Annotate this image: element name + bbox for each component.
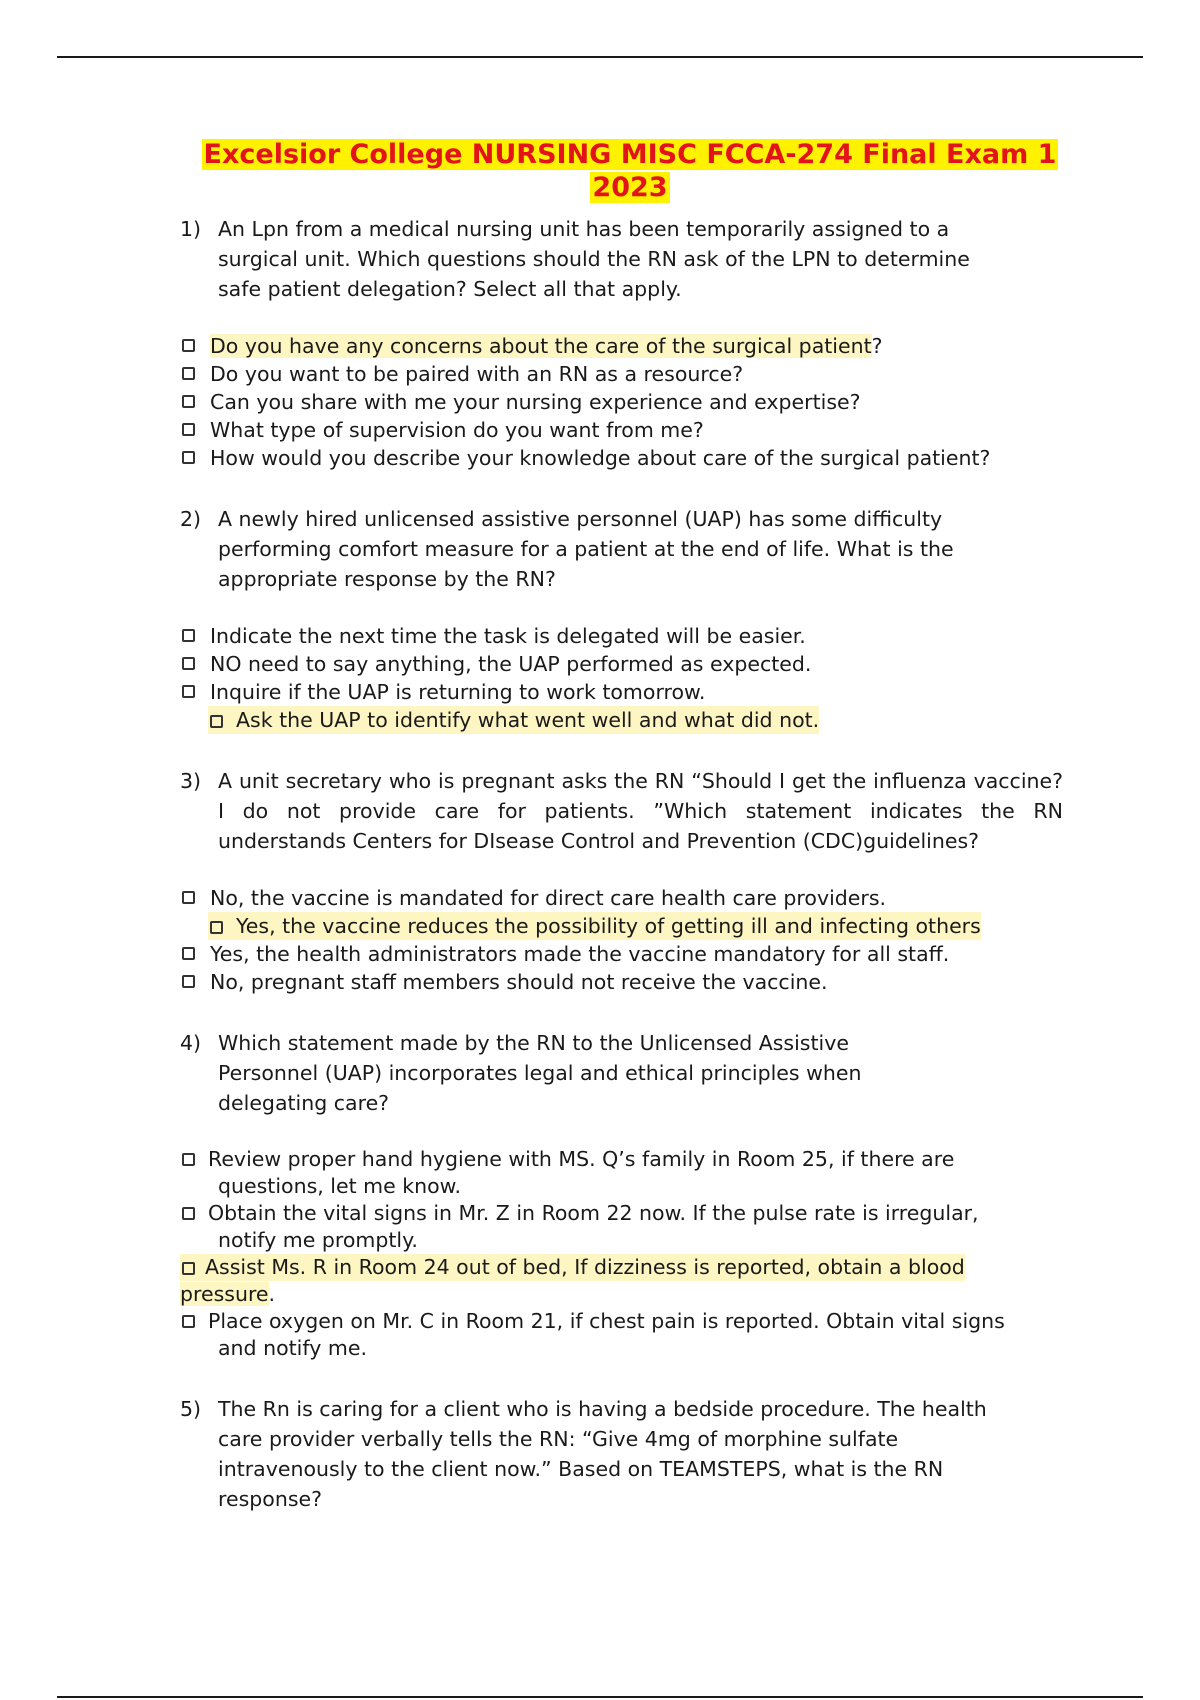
question-number: 5) [180, 1397, 202, 1421]
page-title [180, 138, 1080, 204]
checkbox-icon[interactable] [182, 367, 195, 380]
option-text-line-2: notify me promptly. [218, 1228, 418, 1252]
option-text-line-1: Assist Ms. R in Room 24 out of bed, If dizziness is reported, obtain a blood [205, 1255, 965, 1279]
option-suffix: . [268, 1282, 276, 1306]
option-text: Ask the UAP to identify what went well and what did not. [236, 708, 820, 732]
option-2b[interactable] [180, 650, 1080, 678]
option-text-line-1: Place oxygen on Mr. C in Room 21, if chest pain is reported. Obtain vital signs [208, 1309, 1005, 1333]
question-1-options [180, 332, 1080, 472]
option-suffix: ? [871, 334, 883, 358]
option-4a[interactable] [180, 1146, 1080, 1200]
question-2 [180, 504, 1080, 594]
option-4d[interactable] [180, 1308, 1080, 1362]
option-text: Can you share with me your nursing experience and expertise? [210, 390, 861, 414]
option-text-line-2: and notify me. [218, 1336, 367, 1360]
checkbox-icon[interactable] [182, 1153, 195, 1166]
document-body [180, 138, 1080, 1542]
option-text: What type of supervision do you want from me? [210, 418, 704, 442]
option-text: Indicate the next time the task is delegated will be easier. [210, 624, 806, 648]
title-line-1: Excelsior College NURSING MISC FCCA-274 Final Exam 1 [203, 139, 1057, 170]
option-1e[interactable] [180, 444, 1080, 472]
option-2d[interactable] [178, 706, 1080, 734]
question-text [218, 1028, 1080, 1118]
question-text-line: delegating care? [218, 1091, 390, 1115]
checkbox-icon[interactable] [182, 657, 195, 670]
option-2a[interactable] [180, 622, 1080, 650]
option-4c[interactable] [180, 1254, 1080, 1308]
checkbox-icon[interactable] [182, 395, 195, 408]
checkbox-icon[interactable] [210, 715, 223, 728]
checkbox-icon[interactable] [182, 1207, 195, 1220]
question-3 [180, 766, 1080, 856]
question-4 [180, 1028, 1080, 1118]
checkbox-icon[interactable] [182, 947, 195, 960]
option-3b[interactable] [178, 912, 1080, 940]
option-text: Yes, the health administrators made the vaccine mandatory for all staff. [210, 942, 950, 966]
option-text: Inquire if the UAP is returning to work tomorrow. [210, 680, 706, 704]
option-text: Do you have any concerns about the care of the surgical patient [210, 334, 872, 358]
option-text: Yes, the vaccine reduces the possibility of getting ill and infecting others [236, 914, 981, 938]
checkbox-icon[interactable] [182, 685, 195, 698]
option-text: How would you describe your knowledge about care of the surgical patient? [210, 446, 991, 470]
question-number: 1) [180, 217, 202, 241]
title-line-2: 2023 [592, 172, 668, 203]
checkbox-icon[interactable] [182, 1315, 195, 1328]
option-2c[interactable] [180, 678, 1080, 706]
option-text-line-2: pressure [180, 1282, 269, 1306]
option-text-line-1: Obtain the vital signs in Mr. Z in Room 22 now. If the pulse rate is irregular, [208, 1201, 979, 1225]
question-text: An Lpn from a medical nursing unit has been temporarily assigned to a surgical unit. Which questions should the RN ask of the LPN to determine safe patient delegation? Select all that apply. [218, 217, 970, 301]
option-text: No, the vaccine is mandated for direct care health care providers. [210, 886, 887, 910]
checkbox-icon[interactable] [182, 1262, 195, 1275]
question-1 [180, 214, 1080, 304]
checkbox-icon[interactable] [182, 629, 195, 642]
option-4b[interactable] [180, 1200, 1080, 1254]
option-1a[interactable] [180, 332, 1080, 360]
option-1b[interactable] [180, 360, 1080, 388]
option-text: NO need to say anything, the UAP performed as expected. [210, 652, 812, 676]
question-4-options [180, 1146, 1080, 1362]
checkbox-icon[interactable] [182, 891, 195, 904]
checkbox-icon[interactable] [182, 451, 195, 464]
question-text-line: Which statement made by the RN to the Unlicensed Assistive [218, 1031, 849, 1055]
option-text: No, pregnant staff members should not receive the vaccine. [210, 970, 828, 994]
checkbox-icon[interactable] [182, 339, 195, 352]
question-number: 3) [180, 769, 202, 793]
option-text: Do you want to be paired with an RN as a resource? [210, 362, 744, 386]
checkbox-icon[interactable] [210, 921, 223, 934]
question-3-options [180, 884, 1080, 996]
question-2-options [180, 622, 1080, 734]
option-3c[interactable] [180, 940, 1080, 968]
option-text-line-2: questions, let me know. [218, 1174, 462, 1198]
question-number: 2) [180, 507, 202, 531]
question-text: A unit secretary who is pregnant asks the RN “Should I get the influenza vaccine? I do not provide care for patients. ”Which statement indicates the RN understands Centers for DIsease Control and Prevention (CDC)guidelines? [218, 769, 1063, 853]
question-text: A newly hired unlicensed assistive personnel (UAP) has some difficulty performing comfort measure for a patient at the end of life. What is the appropriate response by the RN? [218, 507, 954, 591]
checkbox-icon[interactable] [182, 975, 195, 988]
question-text: The Rn is caring for a client who is having a bedside procedure. The health care provider verbally tells the RN: “Give 4mg of morphine sulfate intravenously to the client now.” Based on TEAMSTEPS, what is the RN response? [218, 1397, 987, 1511]
question-5 [180, 1394, 1080, 1514]
bottom-rule [57, 1696, 1143, 1698]
top-rule [57, 56, 1143, 58]
option-text-line-1: Review proper hand hygiene with MS. Q’s family in Room 25, if there are [208, 1147, 955, 1171]
option-3a[interactable] [180, 884, 1080, 912]
option-3d[interactable] [180, 968, 1080, 996]
question-number: 4) [180, 1031, 202, 1055]
option-1d[interactable] [180, 416, 1080, 444]
checkbox-icon[interactable] [182, 423, 195, 436]
question-text-line: Personnel (UAP) incorporates legal and ethical principles when [218, 1061, 862, 1085]
option-1c[interactable] [180, 388, 1080, 416]
